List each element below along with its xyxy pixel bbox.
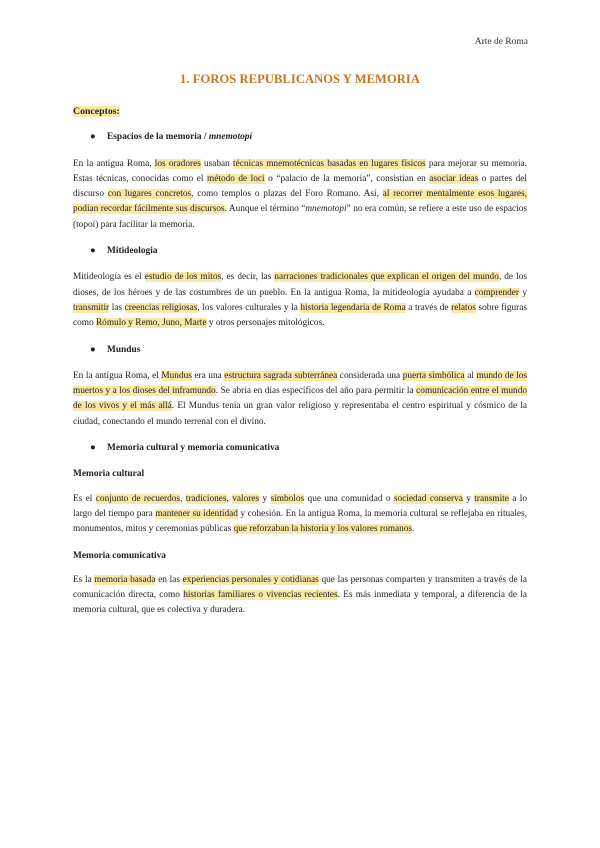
paragraph-mitideologia: Mitideología es el estudio de los mitos, es decir, las narraciones tradicionales que explican el origen del mundo, de los dioses, de los héroes y de las costumbres de un pueblo. En la antigua Roma, la mitideología ayudaba a comprender y transmitir las creencias religiosas, los valores culturales y la historia legendaria de Roma a través de relatos sobre figuras como Rómulo y Remo, Juno, Marte y otros personajes mitológicos.: [73, 272, 527, 329]
highlight: asociar ideas: [429, 173, 479, 184]
highlight: valores: [232, 493, 260, 504]
bullet-italic-term: mnemotopí: [208, 132, 253, 143]
highlight: técnicas mnemotécnicas basadas en lugares físicos: [233, 158, 426, 169]
paragraph-mundus: En la antigua Roma, el Mundus era una estructura sagrada subterránea considerada una puerta simbólica al mundo de los muertos y a los dioses del inframundo. Se abría en días específicos del año para permitir la comunicación entre el mundo de los vivos y el más allá. El Mundus tenía un gran valor religioso y representaba el centro espiritual y cósmico de la ciudad, conectando el mundo terrenal con el divino.: [73, 370, 528, 427]
highlight: historia legendaria de Roma: [300, 302, 406, 313]
highlight: los oradores: [154, 158, 201, 169]
highlight: al recorrer mentalmente esos lugares, podían recordar fácilmente sus discursos: [73, 189, 528, 215]
highlight: conjunto de recuerdos: [95, 493, 181, 504]
highlight: transmite: [474, 493, 509, 504]
highlight: relatos: [451, 302, 476, 313]
paragraph-espacios: En la antigua Roma, los oradores usaban técnicas mnemotécnicas basadas en lugares físicos para mejorar su memoria. Estas técnicas, conocidas como el método de loci o “palacio de la memoria”, consistían en asociar ideas o partes del discurso con lugares concretos, como templos o plazas del Foro Romano. Así, al recorrer mentalmente esos lugares, podían recordar fácilmente sus discursos. Aunque el término “mnemotopi” no era común, se refiere a este uso de espacios (topoi) para facilitar la memoria.: [73, 158, 528, 230]
highlight: mundo de los muertos y a los dioses del inframundo: [73, 370, 528, 397]
bullet-espacios-memoria: [73, 130, 527, 145]
subheading-memoria-comunicativa: Memoria comunicativa: [73, 550, 166, 561]
highlight: comunicación entre el mundo de los vivos y el más allá: [73, 386, 528, 412]
highlight: narraciones tradicionales que explican el origen del mundo: [274, 272, 499, 283]
bullet-dot-icon: ●: [90, 132, 96, 143]
highlight: tradiciones: [185, 493, 227, 504]
subheading-memoria-cultural: Memoria cultural: [73, 469, 145, 480]
bullet-text: Mitideologia: [107, 246, 158, 257]
highlight: memoria basada: [94, 574, 156, 585]
bullet-text: Mundus: [107, 344, 141, 355]
highlight: creencias religiosas: [124, 302, 198, 313]
highlight: comprender: [474, 287, 520, 298]
highlight: método de loci: [207, 173, 265, 184]
highlight: estructura sagrada subterránea: [224, 370, 338, 381]
bullet-memoria-cultural-comunicativa: [73, 441, 527, 456]
highlight: símbolos: [270, 493, 305, 504]
concepts-label-text: Conceptos:: [73, 106, 120, 117]
bullet-text: Espacios de la memoria /: [107, 132, 209, 143]
bullet-dot-icon: ●: [90, 443, 96, 454]
paragraph-memoria-cultural: Es el conjunto de recuerdos, tradiciones, valores y símbolos que una comunidad o sociedad conserva y transmite a lo largo del tiempo para mantener su identidad y cohesión. En la antigua Roma, la memoria cultural se reflejaba en rituales, monumentos, mitos y ceremonias públicas que reforzaban la historia y los valores romanos.: [73, 493, 528, 535]
section-title: 1. FOROS REPUBLICANOS Y MEMORIA: [179, 72, 421, 86]
highlight: estudio de los mitos: [144, 272, 222, 283]
highlight: historias familiares o vivencias recientes: [183, 590, 338, 601]
highlight: con lugares concretos: [107, 189, 192, 200]
highlight: experiencias personales y cotidianas: [182, 574, 319, 585]
highlight: puerta simbólica: [402, 370, 465, 381]
paragraph-memoria-comunicativa: Es la memoria basada en las experiencias personales y cotidianas que las personas comparten y transmiten a través de la comunicación directa, como historias familiares o vivencias recientes. Es más inmediata y temporal, a diferencia de la memoria cultural, que es colectiva y duradera.: [73, 574, 527, 616]
running-header: Arte de Roma: [474, 37, 528, 47]
bullet-mundus: [73, 343, 527, 358]
highlight: que reforzaban la historia y los valores romanos: [233, 524, 412, 535]
document-body: [73, 104, 527, 630]
highlight: Rómulo y Remo, Juno, Marte: [95, 318, 207, 329]
bullet-dot-icon: ●: [90, 344, 96, 355]
concepts-label: [73, 104, 527, 119]
highlight: mantener su identidad: [155, 508, 238, 519]
bullet-dot-icon: ●: [90, 246, 96, 257]
highlight: Mundus: [161, 370, 192, 381]
bullet-text: Memoria cultural y memoria comunicativa: [107, 443, 280, 454]
highlight: sociedad conserva: [393, 493, 463, 504]
bullet-mitideologia: [73, 244, 527, 259]
highlight: transmitir: [73, 302, 110, 313]
